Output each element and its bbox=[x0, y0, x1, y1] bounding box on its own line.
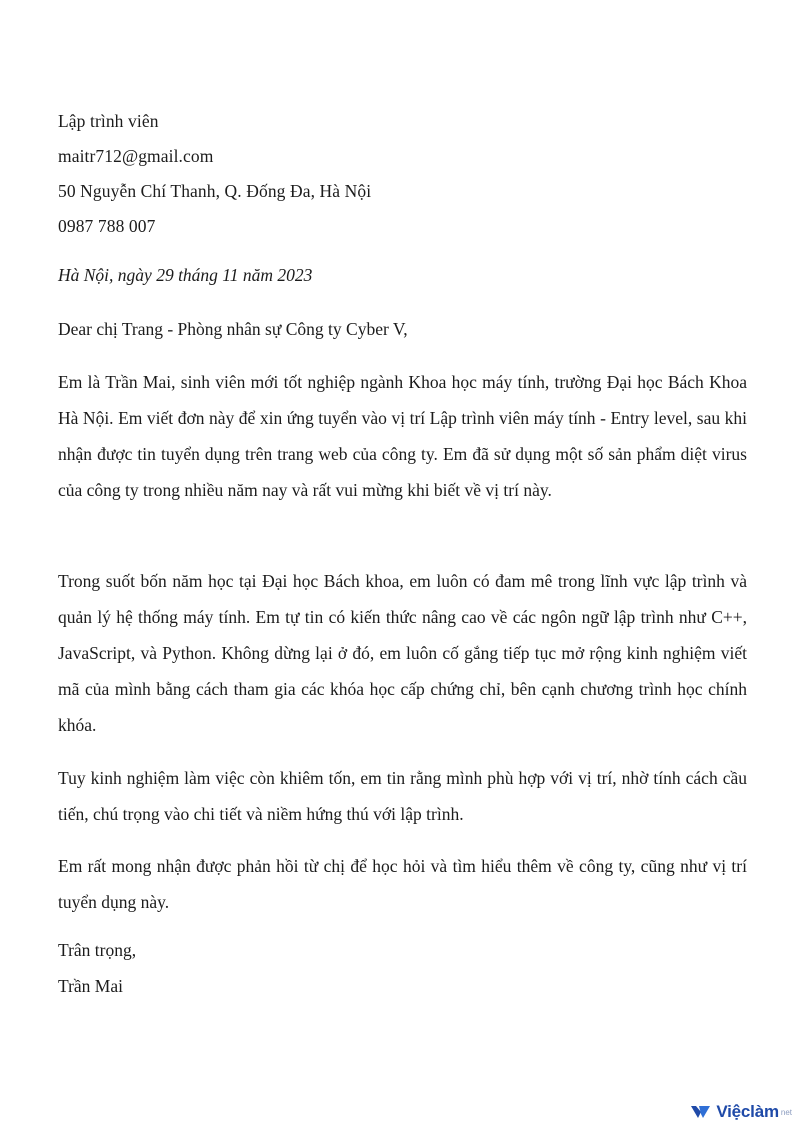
signature-name: Trần Mai bbox=[58, 976, 123, 996]
sender-phone: 0987 788 007 bbox=[58, 216, 156, 236]
watermark-brand-suffix: net bbox=[780, 1108, 792, 1117]
sender-email: maitr712@gmail.com bbox=[58, 146, 214, 166]
date-line: Hà Nội, ngày 29 tháng 11 năm 2023 bbox=[58, 265, 313, 285]
sender-position: Lập trình viên bbox=[58, 111, 159, 131]
closing-block bbox=[58, 932, 136, 1004]
salutation: Dear chị Trang - Phòng nhân sự Công ty Cyber V, bbox=[58, 319, 408, 339]
watermark-brand-name: Việclàm bbox=[716, 1102, 779, 1121]
closing-regards: Trân trọng, bbox=[58, 940, 137, 960]
body-paragraph: Em rất mong nhận được phản hồi từ chị để học hỏi và tìm hiểu thêm về công ty, cũng như vị trí tuyển dụng này. bbox=[58, 856, 747, 912]
sender-address: 50 Nguyễn Chí Thanh, Q. Đống Đa, Hà Nội bbox=[58, 181, 372, 201]
sender-info bbox=[58, 104, 371, 244]
letter-page bbox=[58, 0, 753, 1130]
watermark-brand bbox=[690, 1102, 792, 1122]
vieclam-logo-icon bbox=[690, 1104, 712, 1120]
body-paragraph: Tuy kinh nghiệm làm việc còn khiêm tốn, em tin rằng mình phù hợp với vị trí, nhờ tính cách cầu tiến, chú trọng vào chi tiết và niềm hứng thú với lập trình. bbox=[58, 768, 747, 824]
body-paragraph: Trong suốt bốn năm học tại Đại học Bách khoa, em luôn có đam mê trong lĩnh vực lập trình và quản lý hệ thống máy tính. Em tự tin có kiến thức nâng cao về các ngôn ngữ lập trình như C++, JavaScript, và Python. Không dừng lại ở đó, em luôn cố gắng tiếp tục mở rộng kinh nghiệm viết mã của mình bằng cách tham gia các khóa học cấp chứng chỉ, bên cạnh chương trình học chính khóa. bbox=[58, 571, 747, 735]
body-paragraph: Em là Trần Mai, sinh viên mới tốt nghiệp ngành Khoa học máy tính, trường Đại học Bách Khoa Hà Nội. Em viết đơn này để xin ứng tuyển vào vị trí Lập trình viên máy tính - Entry level, sau khi nhận được tin tuyển dụng trên trang web của công ty. Em đã sử dụng một số sản phẩm diệt virus của công ty trong nhiều năm nay và rất vui mừng khi biết về vị trí này. bbox=[58, 372, 747, 500]
